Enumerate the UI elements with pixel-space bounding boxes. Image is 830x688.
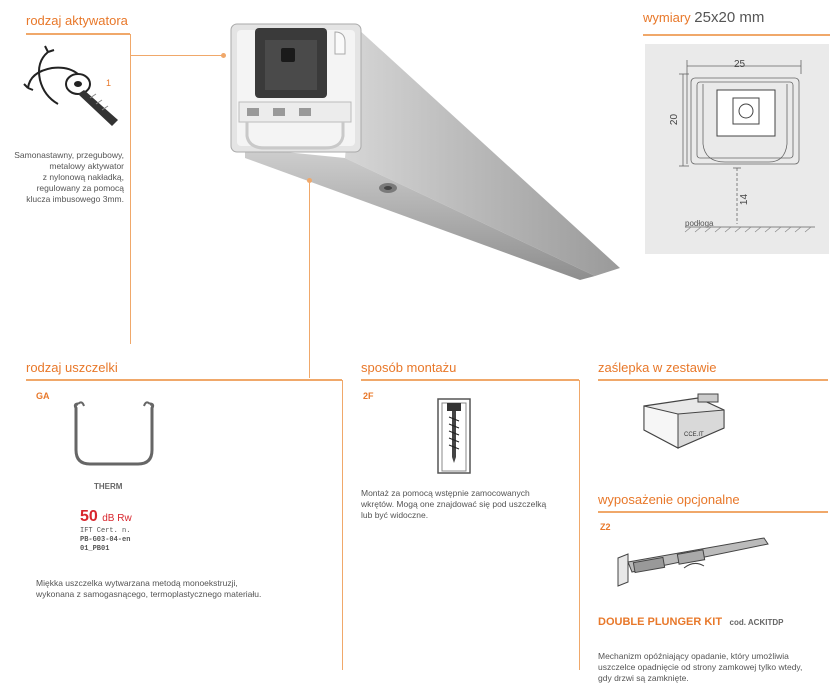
actuator-connector-v	[130, 34, 131, 344]
dim-height: 20	[669, 113, 681, 126]
screw-mounting-icon	[436, 397, 472, 475]
optional-heading: wyposażenie opcjonalne	[598, 492, 740, 507]
dimensions-heading	[643, 9, 764, 26]
seal-name: THERM	[94, 482, 123, 491]
actuator-number: 1	[106, 78, 112, 88]
product-code: cod. ACKITDP	[729, 618, 784, 627]
seal-cert: IFT Cert. n. PB-G03-04-en 01_PB01	[80, 527, 131, 553]
mounting-divider	[579, 380, 580, 670]
endcap-heading: zaślepka w zestawie	[598, 360, 717, 375]
endcap-logo: CCE.IT	[684, 432, 704, 438]
seal-description: Miękka uszczelka wytwarzana metodą monoekstruzji, wykonana z samogasnącego, termoplastycznego materiału.	[36, 578, 262, 599]
seal-db-unit: dB Rw	[102, 513, 132, 524]
product-name: DOUBLE PLUNGER KIT	[598, 616, 723, 628]
actuator-icon	[18, 40, 128, 130]
dimensions-rule	[643, 34, 830, 36]
optional-code: Z2	[600, 522, 611, 532]
mounting-rule	[361, 379, 579, 381]
profile-connector-dot	[307, 178, 312, 183]
actuator-heading: rodzaj aktywatora	[26, 13, 128, 28]
product-title	[598, 612, 783, 630]
mounting-description: Montaż za pomocą wstępnie zamocowanych wkrętów. Mogą one znajdować się pod uszczelką lub być widoczne.	[361, 488, 547, 520]
seal-code: GA	[36, 391, 50, 401]
seal-cross-section	[68, 398, 160, 470]
seal-rule	[26, 379, 342, 381]
optional-description: Mechanizm opóźniający opadanie, który umożliwia uszczelce opadnięcie od strony zamkowej tylko wtedy, gdy drzwi są zamknięte.	[598, 651, 803, 683]
dimensions-value: 25x20 mm	[694, 9, 765, 26]
actuator-description: Samonastawny, przegubowy, metalowy aktywator z nylonową nakładką, regulowany za pomocą klucza imbusowego 3mm.	[14, 150, 124, 204]
mounting-code: 2F	[363, 391, 374, 401]
floor-label: podłoga	[685, 219, 714, 228]
plunger-kit-image	[614, 532, 774, 588]
actuator-rule	[26, 33, 130, 35]
endcap-rule	[598, 379, 828, 381]
dim-gap: 14	[739, 193, 751, 206]
endcap-image	[638, 388, 730, 454]
seal-heading: rodzaj uszczelki	[26, 360, 118, 375]
mounting-heading: sposób montażu	[361, 360, 457, 375]
profile-connector-v	[309, 180, 310, 378]
actuator-connector-h	[130, 55, 224, 56]
dimensions-drawing	[645, 44, 829, 254]
dim-width: 25	[734, 59, 746, 70]
seal-db	[80, 508, 132, 526]
seal-profile-illustration	[225, 18, 625, 280]
optional-rule	[598, 511, 828, 513]
seal-divider	[342, 380, 343, 670]
dimensions-label: wymiary	[643, 10, 691, 25]
seal-db-value: 50	[80, 508, 98, 525]
